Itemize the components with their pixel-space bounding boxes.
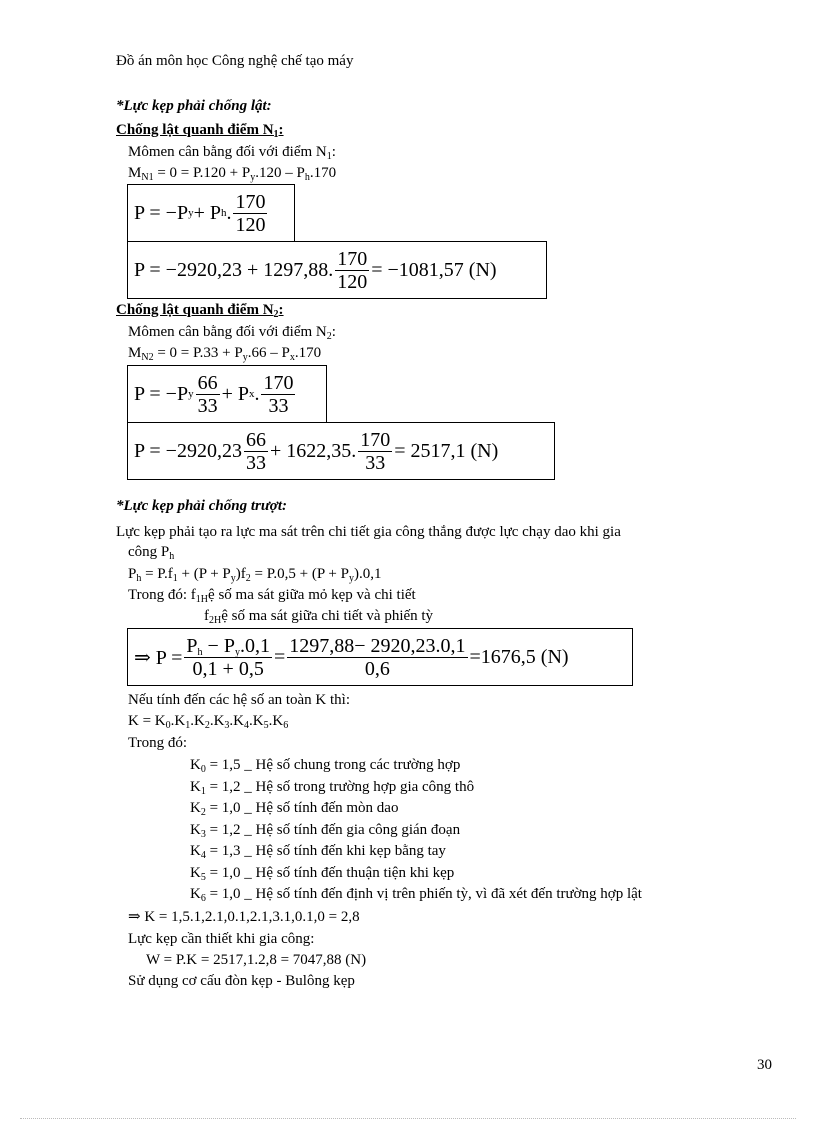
safety-intro: Nếu tính đến các hệ số an toàn K thì: bbox=[128, 692, 351, 708]
page-header: Đồ án môn học Công nghệ chế tạo máy bbox=[116, 53, 354, 69]
safety-trong-do: Trong đó: bbox=[128, 735, 188, 751]
section-title-overturn: *Lực kẹp phải chống lật: bbox=[116, 98, 272, 114]
equation-n1: $M_{N1} = 0 = P.120 + P_y.120 - P_h.170$ bbox=[128, 165, 337, 183]
page-border bbox=[20, 1118, 796, 1119]
formula-box-n1-result: P = −2920,23 + 1297,88. $\frac{170}{120}$ = −1081,57 (N) bbox=[127, 241, 547, 299]
safety-factor-k5: $K_5 = 1,0$ _ Hệ số tính đến thuận tiện khi kẹp bbox=[190, 864, 455, 883]
slip-line-3: $P_h = P.f_1 + (P + P_y)f_2 = P.0,5 + (P + P_y).0,1$ bbox=[128, 566, 382, 584]
slip-line-2: công $P_h$ bbox=[128, 544, 175, 562]
clamp-force-w: W = P.K = 2517,1.2,8 = 7047,88 (N) bbox=[146, 952, 367, 968]
slip-line-4: Trong đó: $f_{1H}ệ$ số ma sát giữa mỏ kẹp và chi tiết bbox=[128, 587, 416, 605]
moment-n1: Mômen cân bằng đối với điểm $N_1$: bbox=[128, 144, 336, 162]
moment-n2: Mômen cân bằng đối với điểm $N_2$: bbox=[128, 324, 336, 342]
safety-factor-k6: $K_6 = 1,0$ _ Hệ số tính đến định vị trên phiến tỳ, vì đã xét đến trường hợp lật bbox=[190, 886, 642, 904]
safety-formula: $K = K_0.K_1.K_2.K_3.K_4.K_5.K_6$ bbox=[128, 713, 289, 731]
safety-factor-k1: $K_1 = 1,2$ _ Hệ số trong trường hợp gia công thô bbox=[190, 778, 475, 797]
safety-factor-k4: $K_4 = 1,3$ _ Hệ số tính đến khi kẹp bằng tay bbox=[190, 843, 446, 861]
heading-n1: Chống lật quanh điểm $N_1$: bbox=[116, 122, 284, 140]
slip-line-1: Lực kẹp phải tạo ra lực ma sát trên chi tiết gia công thắng được lực chạy dao khi gia bbox=[116, 524, 621, 540]
clamp-force-need: Lực kẹp cần thiết khi gia công: bbox=[128, 931, 315, 947]
safety-result: ⇒ K = 1,5.1,2.1,0.1,2.1,3.1,0.1,0 = 2,8 bbox=[128, 909, 360, 925]
safety-factor-k2: $K_2 = 1,0$ _ Hệ số tính đến mòn dao bbox=[190, 800, 399, 818]
safety-factor-k3: $K_3 = 1,2$ _ Hệ số tính đến gia công gián đoạn bbox=[190, 821, 461, 840]
heading-n2: Chống lật quanh điểm $N_2$: bbox=[116, 302, 284, 320]
safety-factor-k0: $K_0 = 1,5$ _ Hệ số chung trong các trường hợp bbox=[190, 757, 461, 775]
formula-box-n1-general: P = −P y + P h . $\frac{170}{120}$ bbox=[127, 184, 295, 242]
section-title-slip: *Lực kẹp phải chống trượt: bbox=[116, 498, 288, 514]
page-number: 30 bbox=[757, 1057, 772, 1073]
formula-box-n2-result: P = −2920,23 $\frac{66}{33}$ + 1622,35. $\frac{170}{33}$ = 2517,1 (N) bbox=[127, 422, 555, 480]
equation-n2: $M_{N2} = 0 = P.33 + P_y.66 - P_x.170$ bbox=[128, 345, 322, 363]
formula-box-n2-general: P = −P y $\frac{66}{33}$ + P x . $\frac{170}{33}$ bbox=[127, 365, 327, 423]
clamp-mechanism: Sử dụng cơ cấu đòn kẹp - Bulông kẹp bbox=[128, 973, 355, 989]
slip-line-5: $f_{2H}ệ$ số ma sát giữa chi tiết và phiến tỳ bbox=[204, 608, 434, 626]
formula-box-slip: ⇒ P = $\frac{P_h - P_y.0,1}{0,1 + 0,5}$ = $\frac{1297,88- 2920,23.0,1}{0,6}$ =1676,5 (N) bbox=[127, 628, 633, 686]
